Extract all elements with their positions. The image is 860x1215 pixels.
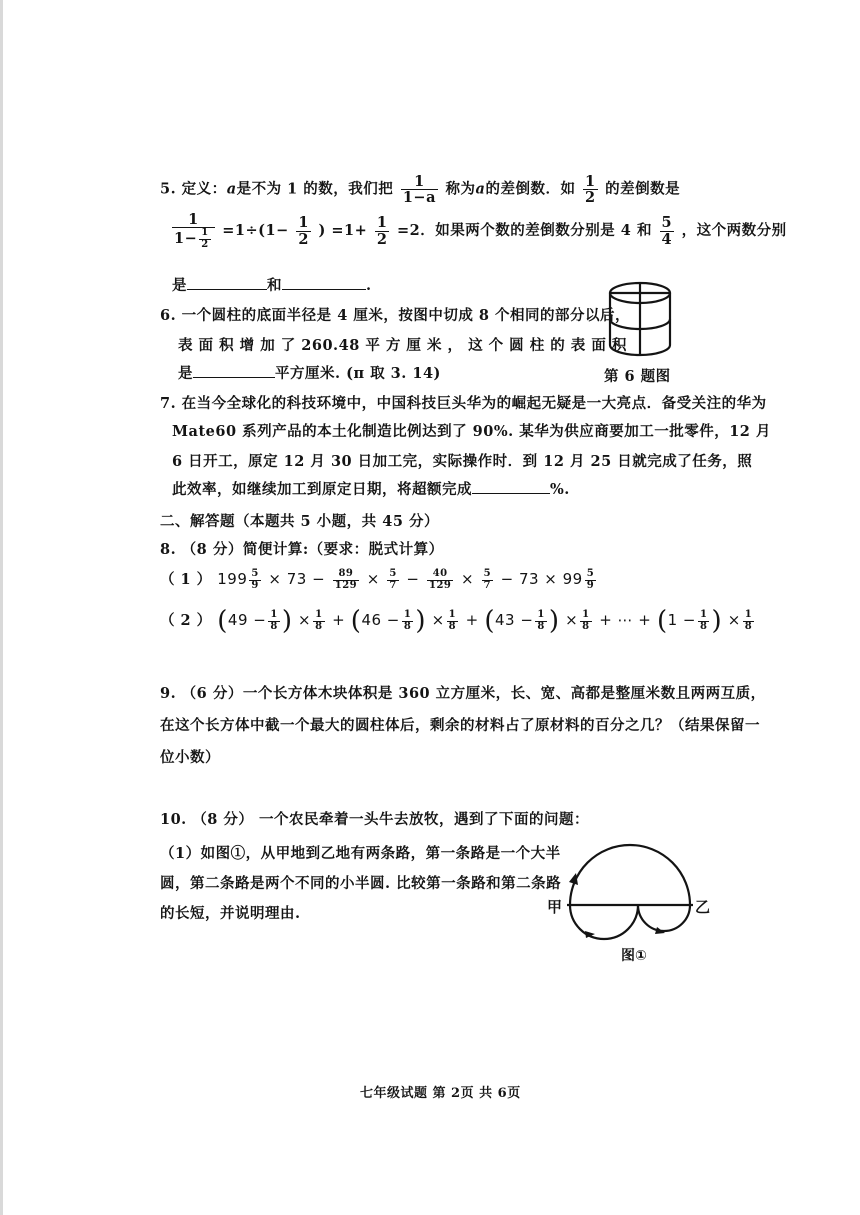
- q5-fraction-half: $\frac{1}{2}$: [585, 173, 596, 207]
- q5-line1: 5. 定义：a是不为 1 的数，我们把 $\frac{1}{1-a}$ 称为a的差倒数．如 $\frac{1}{2}$ 的差倒数是: [160, 173, 681, 207]
- q6-cylinder-figure: [602, 280, 680, 360]
- q5-fraction-half-b: $\frac{1}{2}$: [298, 214, 309, 248]
- q7-line3: 6 日开工，原定 12 月 30 日加工完，实际操作时．到 12 月 25 日就完成了任务，照: [172, 453, 753, 470]
- q6-figure-caption: 第 6 题图: [604, 368, 671, 385]
- q10-line4: 的长短，并说明理由.: [160, 905, 301, 922]
- q5-fraction-half-c: $\frac{1}{2}$: [376, 214, 388, 248]
- q8-title: 8. （8 分）简便计算:（要求：脱式计算）: [160, 541, 444, 558]
- q8-part1: （ 1 ） 199 $\frac{5}{9}$ × 73 − $\frac{89}{129}$ × $\frac{5}{7}$ − $\frac{40}{129}$ × $\frac{5}{7}$ − 73 × 99 $\frac{5}{9}$: [160, 568, 595, 591]
- q5-fraction-1-over-1-minus-a: $\frac{1}{1-a}$: [402, 173, 436, 207]
- q9-line1: 9. （6 分）一个长方体木块体积是 360 立方厘米，长、宽、高都是整厘米数且两两互质，: [160, 685, 766, 702]
- q10-line1: 10. （8 分） 一个农民牵着一头牛去放牧，遇到了下面的问题：: [160, 811, 589, 828]
- section-2-heading: 二、解答题（本题共 5 小题，共 45 分）: [160, 513, 439, 530]
- q5-answer-blank-2[interactable]: [282, 277, 366, 290]
- q10-figure-caption: 图①: [621, 948, 647, 964]
- q6-line1: 6. 一个圆柱的底面半径是 4 厘米，按图中切成 8 个相同的部分以后，: [160, 307, 631, 324]
- q10-line2: （1）如图①，从甲地到乙地有两条路，第一条路是一个大半: [160, 845, 561, 862]
- q5-answer-blank-1[interactable]: [187, 277, 267, 290]
- arrow-upper-icon: [569, 873, 578, 885]
- q5-complex-fraction: 1 1− $\frac{1}{2}$: [172, 212, 215, 250]
- large-semicircle-path: [570, 845, 690, 905]
- q7-answer-blank[interactable]: [472, 481, 550, 494]
- q5-fraction-five-fourths: $\frac{5}{4}$: [661, 214, 673, 248]
- q6-line3: 是 平方厘米. (π 取 3. 14): [178, 365, 441, 382]
- small-semicircle-right: [638, 905, 690, 931]
- q7-line4: 此效率，如继续加工到原定日期，将超额完成 %.: [172, 481, 570, 498]
- label-yi: 乙: [695, 898, 711, 916]
- page-footer: 七年级试题 第 2页 共 6页: [360, 1086, 521, 1101]
- q7-line2: Mate60 系列产品的本土化制造比例达到了 90%. 某华为供应商要加工一批零件，12 月: [172, 423, 771, 440]
- q9-line2: 在这个长方体中截一个最大的圆柱体后，剩余的材料占了原材料的百分之几？（结果保留一: [160, 717, 760, 734]
- q6-answer-blank[interactable]: [193, 365, 275, 378]
- small-semicircle-left: [570, 905, 638, 939]
- q7-line1: 7. 在当今全球化的科技环境中，中国科技巨头华为的崛起无疑是一大亮点．备受关注的华为: [160, 395, 767, 412]
- q5-line3: 是 和 .: [172, 277, 372, 294]
- q10-line3: 圆，第二条路是两个不同的小半圆. 比较第一条路和第二条路: [160, 875, 562, 892]
- q5-line2-equation: 1 1− $\frac{1}{2}$ =1÷(1− $\frac{1}{2}$ ) =1+ $\frac{1}{2}$ =2．如果两个数的差倒数分别是 4 和 $\frac{5}{4}$ ，这个两数分别: [174, 211, 787, 250]
- label-jia: 甲: [547, 898, 563, 916]
- q6-line2: 表 面 积 增 加 了 260.48 平 方 厘 米 ， 这 个 圆 柱 的 表 面 积: [178, 337, 627, 354]
- q10-semicircle-figure: [545, 830, 715, 970]
- q9-line3: 位小数）: [160, 749, 220, 766]
- q8-part2: （ 2 ） (49 − $\frac{1}{8}$ ) × $\frac{1}{8}$ + (46 − $\frac{1}{8}$ ) × $\frac{1}{8}$ + (43 − $\frac{1}{8}$ ) × $\frac{1}{8}$ + ⋯ + (1 − $\frac{1}{8}$ ) × $\frac{1}{8}$: [160, 606, 753, 636]
